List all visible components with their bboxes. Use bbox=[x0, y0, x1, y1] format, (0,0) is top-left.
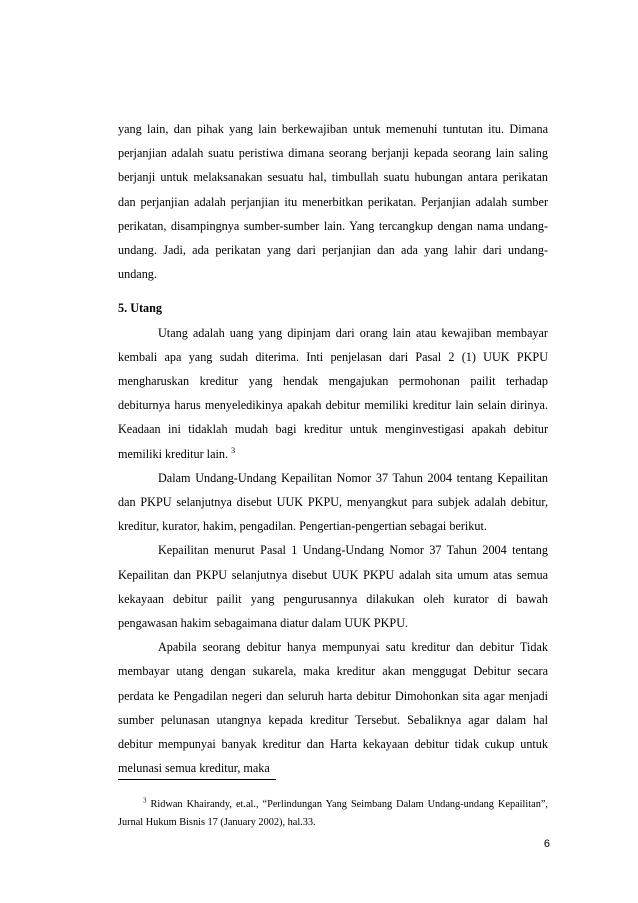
paragraph-2-text: Utang adalah uang yang dipinjam dari orang lain atau kewajiban membayar kembali apa yang sudah diterima. Inti penjelasan dari Pasal 2 (1) UUK PKPU mengharuskan kreditur yang hendak mengajukan permohonan pailit terhadap debiturnya harus menyeledikinya apakah debitur memiliki kreditur lain selain dirinya. Keadaan ini tidaklah mudah bagi kreditur untuk menginvestigasi apakah debitur memiliki kreditur lain. bbox=[118, 325, 548, 461]
footnote-reference[interactable]: 3 bbox=[231, 445, 236, 455]
paragraph-5: Apabila seorang debitur hanya mempunyai satu kreditur dan debitur Tidak membayar utang dengan sukarela, maka kreditur akan menggugat Debitur secara perdata ke Pengadilan negeri dan seluruh harta debitur Dimohonkan sita agar menjadi sumber pelunasan utangnya kepada kreditur Tersebut. Sebaliknya agar dalam hal debitur mempunyai banyak kreditur dan Harta kekayaan debitur tidak cukup untuk melunasi semua kreditur, maka bbox=[118, 640, 548, 776]
section-heading: 5. Utang bbox=[118, 301, 163, 316]
footnote-separator bbox=[118, 779, 276, 780]
page-number: 6 bbox=[543, 838, 550, 850]
body-text bbox=[118, 117, 548, 780]
paragraph-4: Kepailitan menurut Pasal 1 Undang-Undang Nomor 37 Tahun 2004 tentang Kepailitan dan PKPU selanjutnya disebut UUK PKPU adalah sita umum atas semua kekayaan debitur pailit yang pengurusannya dilakukan oleh kurator di bawah pengawasan hakim sebagaimana diatur dalam UUK PKPU. bbox=[118, 543, 548, 631]
footnote-text: Ridwan Khairandy, et.al., “Perlindungan Yang Seimbang Dalam Undang-undang Kepailitan”, Jurnal Hukum Bisnis 17 (January 2002), hal.33. bbox=[118, 799, 548, 829]
paragraph-2 bbox=[118, 321, 548, 466]
footnote bbox=[118, 796, 548, 832]
paragraph-1: yang lain, dan pihak yang lain berkewajiban untuk memenuhi tuntutan itu. Dimana perjanjian adalah suatu peristiwa dimana seorang berjanji kepada seorang lain saling berjanji untuk melaksanakan sesuatu hal, timbullah suatu hubungan antara perikatan dan perjanjian adalah perjanjian itu menerbitkan perikatan. Perjanjian adalah sumber perikatan, disampingnya sumber-sumber lain. Yang tercangkup dengan nama undang-undang. Jadi, ada perikatan yang dari perjanjian dan ada yang lahir dari undang-undang. bbox=[118, 122, 548, 282]
paragraph-3: Dalam Undang-Undang Kepailitan Nomor 37 Tahun 2004 tentang Kepailitan dan PKPU selanjutnya disebut UUK PKPU, menyangkut para subjek adalah debitur, kreditur, kurator, hakim, pengadilan. Pengertian-pengertian sebagai berikut. bbox=[118, 470, 548, 534]
footnote-marker: 3 bbox=[143, 796, 147, 805]
